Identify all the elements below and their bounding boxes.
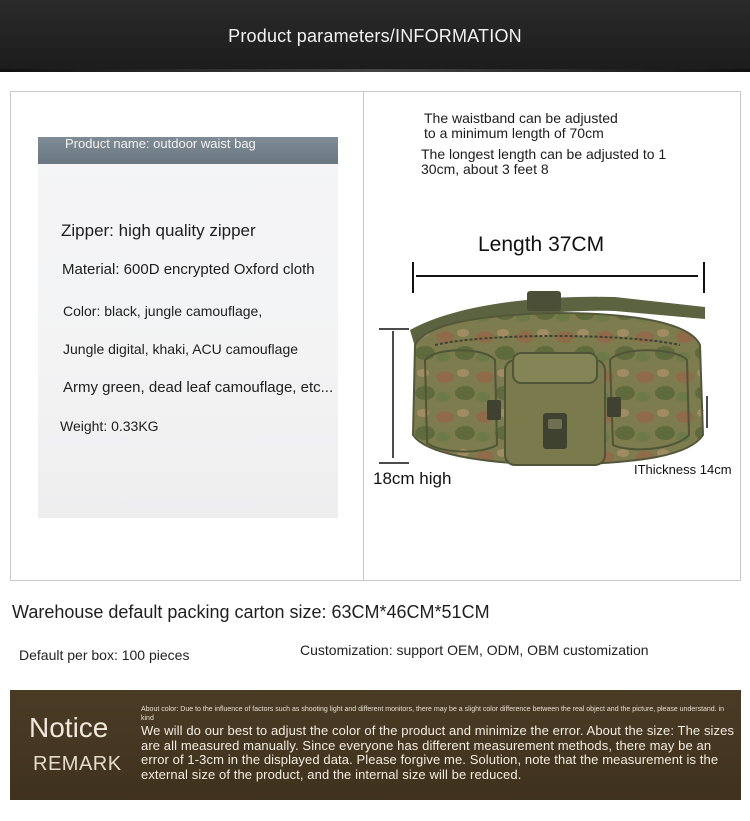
waist-max-line-1: The longest length can be adjusted to 1 — [421, 146, 667, 162]
right-pocket — [610, 350, 689, 449]
spec-material: Material: 600D encrypted Oxford cloth — [62, 261, 315, 278]
customization: Customization: support OEM, ODM, OBM customization — [300, 642, 649, 658]
waist-bag-image — [395, 285, 710, 470]
carton-size: Warehouse default packing carton size: 63CM*46CM*51CM — [12, 602, 490, 622]
spec-color-1: Color: black, jungle camouflage, — [63, 303, 263, 319]
spec-weight: Weight: 0.33KG — [60, 418, 159, 434]
notice-color-note: About color: Due to the influence of factors such as shooting light and different monitors, there may be a slight color difference between the real object and the picture, please understand. in kind — [141, 706, 725, 722]
waist-min-line-2: to a minimum length of 70cm — [424, 125, 604, 141]
spec-color-3: Army green, dead leaf camouflage, etc... — [63, 379, 334, 396]
spec-color-2: Jungle digital, khaki, ACU camouflage — [63, 341, 299, 357]
notice-subtitle: REMARK — [33, 753, 122, 775]
length-label: Length 37CM — [478, 233, 605, 256]
product-name: Product name: outdoor waist bag — [65, 137, 256, 151]
header-title: Product parameters/INFORMATION — [228, 25, 522, 46]
spec-zipper: Zipper: high quality zipper — [61, 221, 256, 240]
front-buckle — [543, 413, 567, 449]
thickness-label: IThickness 14cm — [634, 462, 732, 477]
waist-max-line-2: 30cm, about 3 feet 8 — [421, 161, 549, 177]
height-label: 18cm high — [373, 469, 452, 488]
notice-body: We will do our best to adjust the color of the product and minimize the error. About the size: The sizes are all measured manually. Since everyone has different measurement methods, there may be an error of 1-3cm in the displayed data. Please forgive me. Solution, note that the measurement is the external size of the product, and the internal size will be reduced. — [141, 723, 735, 782]
left-side-buckle — [487, 400, 501, 420]
waist-min-line-1: The waistband can be adjusted — [424, 110, 618, 126]
notice-box — [10, 690, 741, 800]
left-pocket — [425, 350, 497, 451]
center-flap — [513, 353, 597, 383]
notice-title: Notice — [29, 712, 109, 743]
strap-buckle — [527, 291, 561, 311]
per-box: Default per box: 100 pieces — [19, 647, 190, 663]
right-side-buckle — [607, 397, 621, 417]
